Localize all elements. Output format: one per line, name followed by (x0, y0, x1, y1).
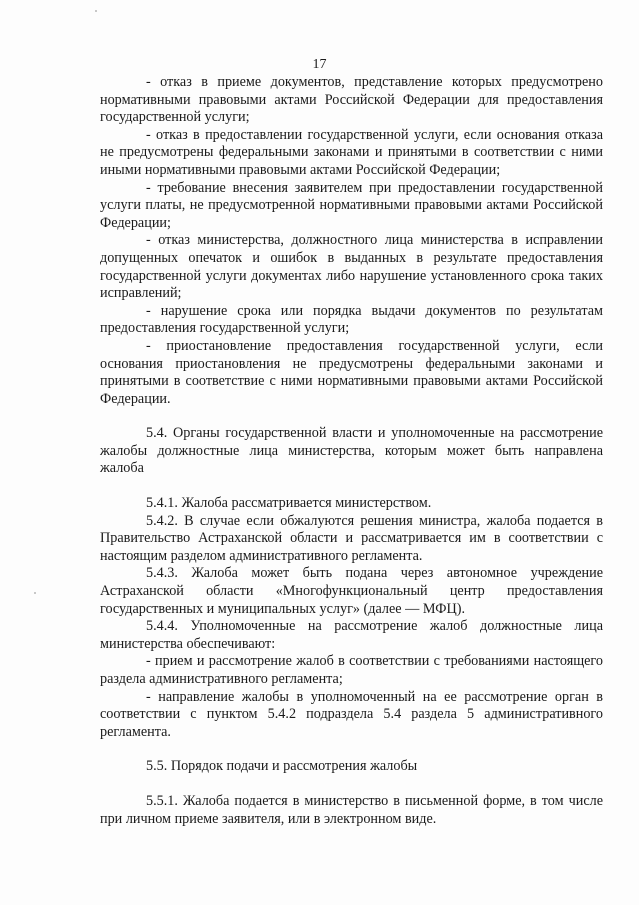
scan-speck (34, 592, 36, 594)
paragraph-fee-requirement: - требование внесения заявителем при предоставлении государственной услуги платы, не предусмотренной нормативными правовыми актами Российской Федерации; (100, 179, 603, 231)
section-heading-5-5: 5.5. Порядок подачи и рассмотрения жалобы (146, 758, 418, 775)
paragraph-5-4-4: 5.4.4. Уполномоченные на рассмотрение жалоб должностные лица министерства обеспечивают: (100, 618, 603, 652)
section-heading-5-4: 5.4. Органы государственной власти и уполномоченные на рассмотрение жалобы должностные лица министерства, которым может быть направлена жалоба (100, 425, 603, 477)
paragraph-refusal-documents: - отказ в приеме документов, представление которых предусмотрено нормативными правовыми актами Российской Федерации для предоставления государственной услуги; (100, 74, 603, 126)
paragraph-refusal-service: - отказ в предоставлении государственной услуги, если основания отказа не предусмотрены федеральными законами и принятыми в соответствии с ними иными нормативными правовыми актами Российской Федерации; (100, 126, 603, 178)
paragraph-5-4-2: 5.4.2. В случае если обжалуются решения министра, жалоба подается в Правительство Астраханской области и рассматривается им в соответствии с настоящим разделом административного регламента. (100, 512, 603, 564)
paragraph-5-5-1: 5.5.1. Жалоба подается в министерство в письменной форме, в том числе при личном приеме заявителя, или в электронном виде. (100, 792, 603, 827)
paragraph-suspension: - приостановление предоставления государственной услуги, если основания приостановления не предусмотрены федеральными законами и принятыми в соответствие с ними нормативными правовыми актами Российской Федерации. (100, 337, 603, 407)
paragraph-deadline-violation: - нарушение срока или порядка выдачи документов по результатам предоставления государственной услуги; (100, 302, 603, 337)
paragraph-correction-refusal: - отказ министерства, должностного лица министерства в исправлении допущенных опечаток и ошибок в выданных в результате предоставления государственной услуги документах либо нарушение установленного срока таких исправлений; (100, 232, 603, 302)
paragraph-5-4-4-item-2: - направление жалобы в уполномоченный на ее рассмотрение орган в соответствии с пунктом 5.4.2 подраздела 5.4 раздела 5 административного регламента. (100, 688, 603, 740)
document-body (100, 74, 603, 828)
paragraph-5-4-1: 5.4.1. Жалоба рассматривается министерством. (146, 495, 432, 512)
paragraph-5-4-3: 5.4.3. Жалоба может быть подана через автономное учреждение Астраханской области «Многофункциональный центр предоставления государственных и муниципальных услуг» (далее — МФЦ). (100, 565, 603, 617)
paragraph-5-4-4-item-1: - прием и рассмотрение жалоб в соответствии с требованиями настоящего раздела административного регламента; (100, 653, 603, 687)
scan-speck (95, 10, 97, 12)
page-number: 17 (312, 57, 327, 72)
